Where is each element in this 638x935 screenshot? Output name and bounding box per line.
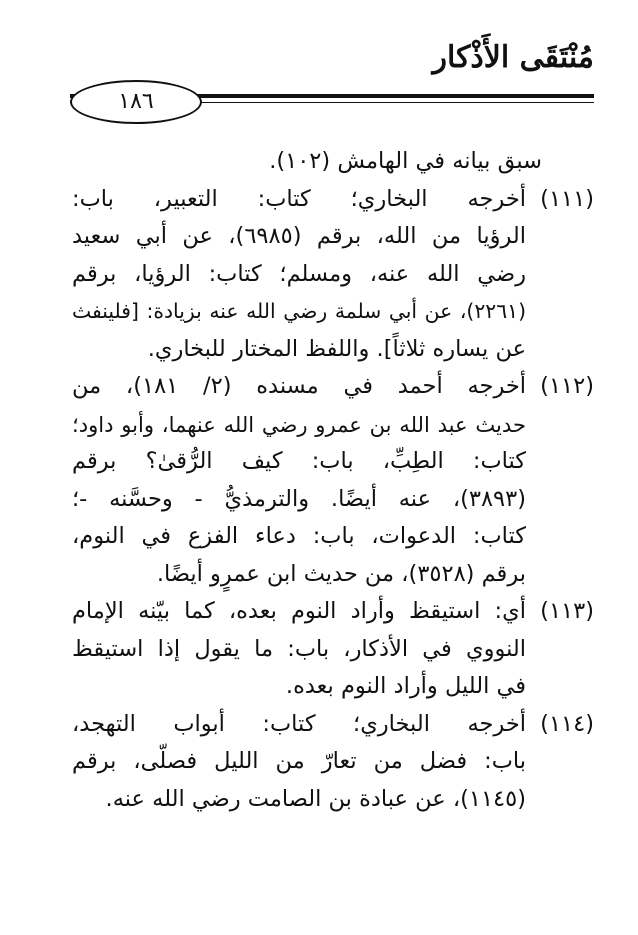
footnote-line: في الليل وأراد النوم بعده. — [285, 673, 526, 699]
footnote-number: (١١١) — [540, 185, 594, 212]
footnote-line: كتاب: الطِبِّ، باب: كيف الرُّقىٰ؟ برقم — [72, 448, 526, 474]
footnotes-list — [72, 143, 594, 818]
footnote-line: النووي في الأذكار، باب: ما يقول إذا استيقظ — [72, 635, 526, 662]
footnote-line: أخرجه البخاري؛ كتاب: أبواب التهجد، — [72, 710, 526, 737]
footnote-line: سبق بيانه في الهامش (١٠٢). — [269, 148, 542, 174]
footnote-line: (٣٨٩٣)، عنه أيضًا. والترمذيُّ - وحسَّنه -؛ — [72, 485, 526, 512]
footnote-number: (١١٤) — [540, 710, 594, 737]
footnote-line: حديث عبد الله بن عمرو رضي الله عنهما، وأبو داود؛ — [72, 411, 526, 437]
footnote — [72, 706, 594, 819]
footnote-line: أخرجه أحمد في مسنده (٢/ ١٨١)، من — [72, 373, 527, 399]
page-number: ١٨٦ — [70, 80, 202, 124]
footnote-line: الرؤيا من الله، برقم (٦٩٨٥)، عن أبي سعيد — [72, 223, 527, 249]
footnote-number: (١١٣) — [540, 598, 594, 624]
footnote-line: (٢٢٦١)، عن أبي سلمة رضي الله عنه بزيادة: [فلينفث — [72, 299, 526, 323]
footnote-line: عن يساره ثلاثاً]. واللفظ المختار للبخاري. — [147, 335, 526, 362]
footnote-line: أي: استيقظ وأراد النوم بعده، كما بيّنه الإمام — [72, 598, 526, 624]
footnote-line: باب: فضل من تعارّ من الليل فصلّى، برقم — [72, 748, 526, 774]
footnote — [72, 593, 594, 706]
page-header — [70, 38, 594, 128]
footnote-number: (١١٢) — [540, 373, 594, 399]
footnote-line: رضي الله عنه، ومسلم؛ كتاب: الرؤيا، برقم — [72, 260, 526, 287]
footnote-line: (١١٤٥)، عن عبادة بن الصامت رضي الله عنه. — [105, 785, 526, 812]
footnote-line: برقم (٣٥٢٨)، من حديث ابن عمرٍو أيضًا. — [156, 560, 526, 587]
footnote-line: أخرجه البخاري؛ كتاب: التعبير، باب: — [72, 185, 526, 212]
footnote — [72, 181, 594, 369]
footnote-line: كتاب: الدعوات، باب: دعاء الفزع في النوم، — [72, 523, 526, 549]
book-title: مُنْتَقَى الأَذْكار — [432, 40, 594, 75]
footnote — [72, 368, 594, 593]
footnote-continuation — [72, 143, 594, 181]
